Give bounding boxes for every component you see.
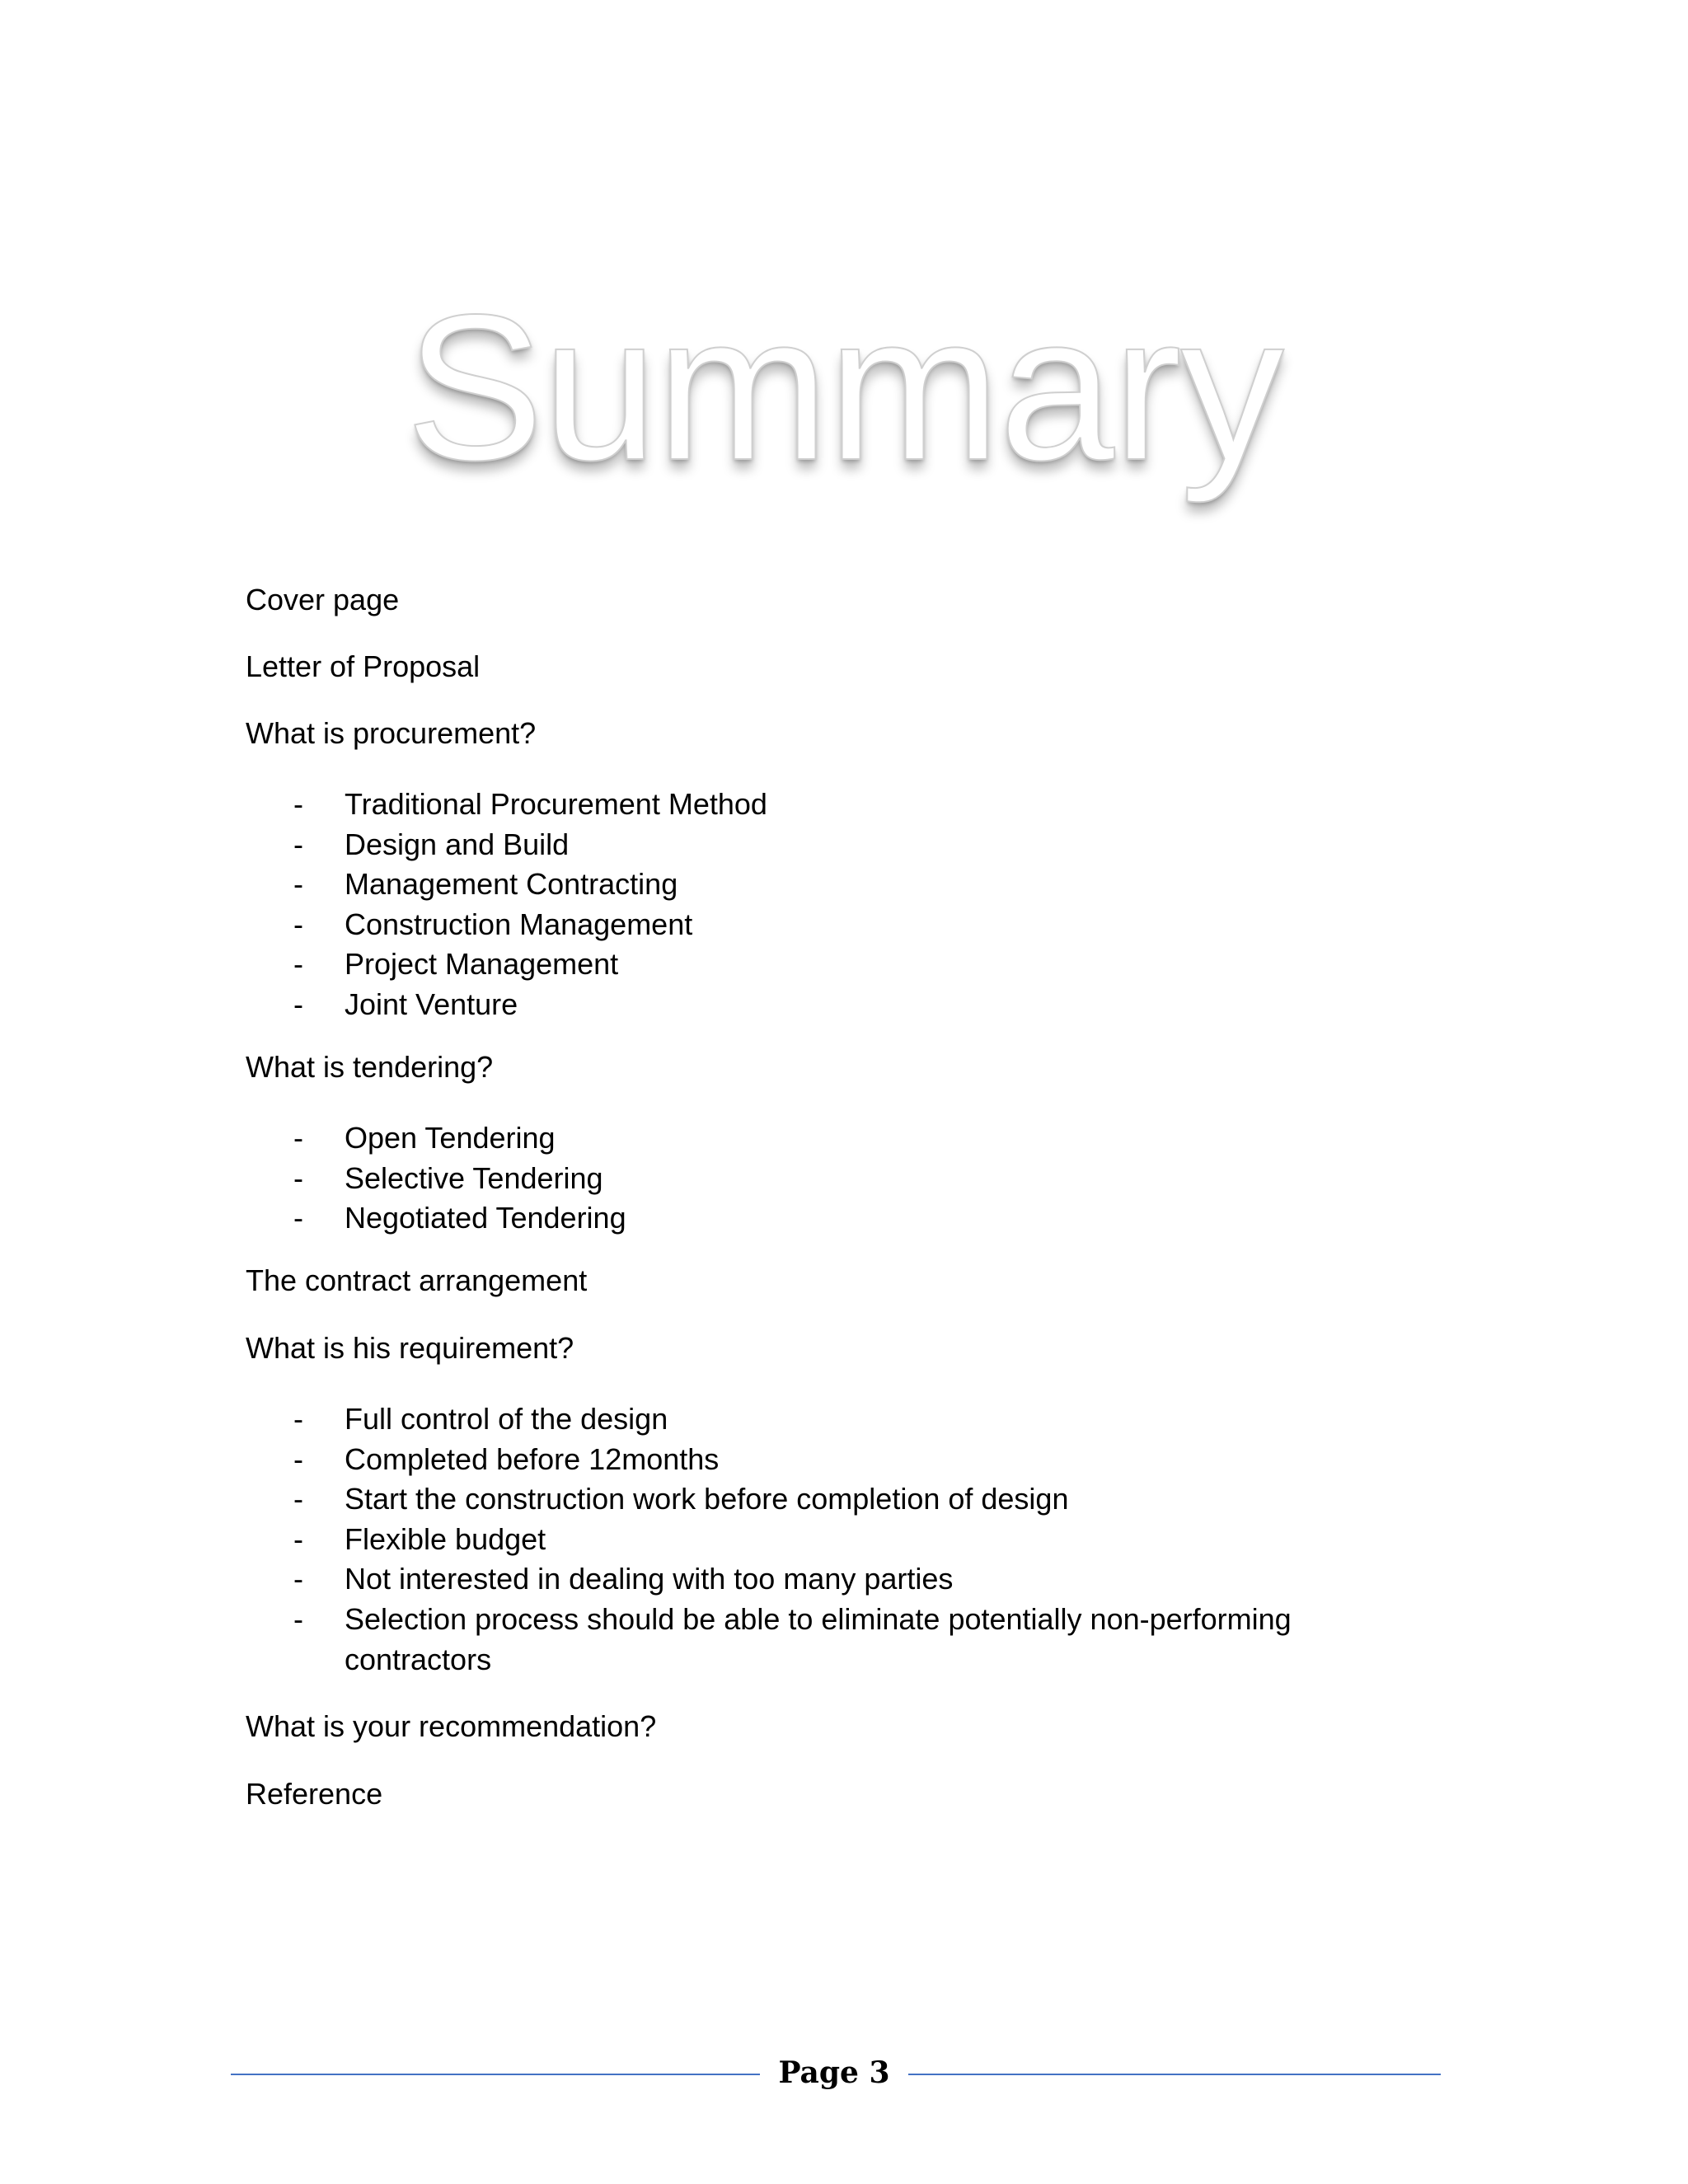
toc-item-reference: Reference <box>246 1777 383 1811</box>
list-bullet: - <box>293 1121 303 1155</box>
toc-item-what-is-your-recommendation: What is your recommendation? <box>246 1709 657 1743</box>
list-bullet: - <box>293 1402 303 1436</box>
toc-item-what-is-tendering: What is tendering? <box>246 1050 494 1084</box>
footer-rule-right <box>908 2074 1441 2075</box>
toc-item-what-is-his-requirement: What is his requirement? <box>246 1331 574 1365</box>
list-bullet: - <box>293 947 303 982</box>
list-bullet: - <box>293 827 303 861</box>
list-bullet: - <box>293 1521 303 1556</box>
list-bullet: - <box>293 1441 303 1476</box>
list-bullet: - <box>293 1601 303 1636</box>
footer-rule-left <box>231 2074 760 2075</box>
list-bullet: - <box>293 1482 303 1516</box>
toc-item-letter-of-proposal: Letter of Proposal <box>246 649 481 683</box>
list-bullet: - <box>293 987 303 1021</box>
list-bullet: - <box>293 1160 303 1195</box>
list-bullet: - <box>293 907 303 941</box>
list-bullet: - <box>293 1562 303 1596</box>
list-bullet: - <box>293 867 303 902</box>
page-number: Page 3 <box>778 2055 890 2090</box>
list-bullet: - <box>293 787 303 821</box>
toc-item-what-is-procurement: What is procurement? <box>246 716 537 750</box>
page-title: Summary <box>405 272 1283 504</box>
toc-item-cover-page: Cover page <box>246 583 400 616</box>
list-bullet: - <box>293 1201 303 1235</box>
toc-item-contract-arrangement: The contract arrangement <box>246 1263 588 1297</box>
